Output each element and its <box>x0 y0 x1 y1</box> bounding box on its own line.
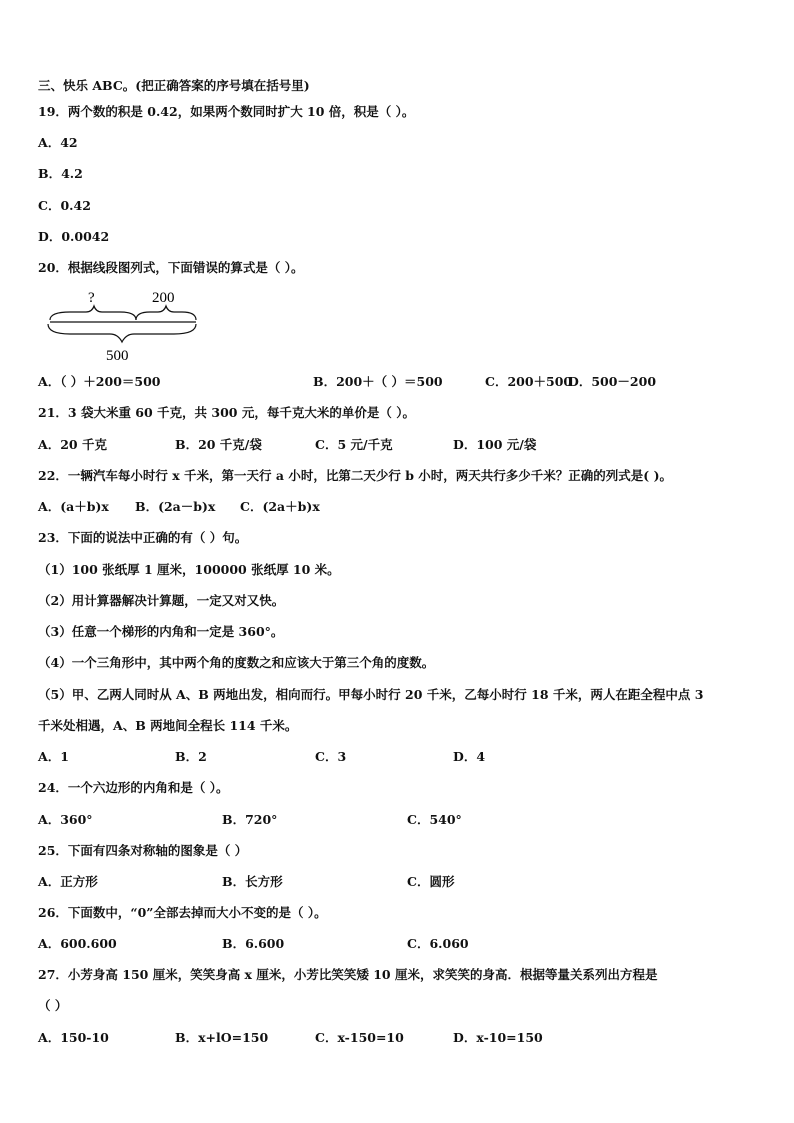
question-23-option-d: D．4 <box>453 749 486 764</box>
section-header: 三、快乐 ABC。(把正确答案的序号填在括号里) <box>38 78 310 93</box>
question-22-option-b: B．(2a－b)x <box>135 499 216 514</box>
question-22-stem: 22．一辆汽车每小时行 x 千米，第一天行 a 小时，比第二天少行 b 小时，两天共行多少千米？正确的列式是( )。 <box>38 468 672 483</box>
question-24-option-c: C．540° <box>407 812 462 827</box>
question-22-option-a: A．(a＋b)x <box>38 499 109 514</box>
question-27-option-d: D．x-10=150 <box>453 1030 543 1045</box>
question-27-option-a: A．150-10 <box>38 1030 109 1045</box>
question-22-option-c: C．(2a＋b)x <box>240 499 320 514</box>
question-23-statement-2: （2）用计算器解决计算题，一定又对又快。 <box>38 593 285 608</box>
question-21-option-a: A．20 千克 <box>38 437 107 452</box>
question-20-option-d: D．500－200 <box>568 374 657 389</box>
question-21-option-b: B．20 千克/袋 <box>175 437 262 452</box>
question-25-option-a: A．正方形 <box>38 874 98 889</box>
question-19-option-d: D．0.0042 <box>38 229 110 244</box>
line-segment-diagram-svg <box>40 286 210 366</box>
question-20-stem: 20．根据线段图列式，下面错误的算式是（ ）。 <box>38 260 304 275</box>
question-27-option-c: C．x-150=10 <box>315 1030 404 1045</box>
question-23-stem: 23．下面的说法中正确的有（ ）句。 <box>38 530 248 545</box>
question-21-option-d: D．100 元/袋 <box>453 437 537 452</box>
question-24-option-b: B．720° <box>222 812 278 827</box>
question-26-stem: 26．下面数中，“0”全部去掉而大小不变的是（ ）。 <box>38 905 327 920</box>
question-25-option-c: C．圆形 <box>407 874 455 889</box>
total-label: 500 <box>106 348 129 364</box>
unknown-label: ? <box>88 290 95 306</box>
question-24-option-a: A．360° <box>38 812 93 827</box>
question-23-option-a: A．1 <box>38 749 69 764</box>
question-19-option-a: A．42 <box>38 135 78 150</box>
question-21-option-c: C．5 元/千克 <box>315 437 393 452</box>
question-23-option-c: C．3 <box>315 749 347 764</box>
question-27-answer-blank: （ ） <box>38 998 68 1013</box>
question-23-statement-5-cont: 千米处相遇，A、B 两地间全程长 114 千米。 <box>38 718 298 733</box>
question-27-option-b: B．x+lO=150 <box>175 1030 269 1045</box>
question-24-stem: 24．一个六边形的内角和是（ ）。 <box>38 780 229 795</box>
question-20-option-a: A．（ ）＋200＝500 <box>38 374 161 389</box>
question-27-stem: 27．小芳身高 150 厘米，笑笑身高 x 厘米，小芳比笑笑矮 10 厘米，求笑笑的身高．根据等量关系列出方程是 <box>38 967 658 982</box>
question-19-stem: 19．两个数的积是 0.42，如果两个数同时扩大 10 倍，积是（ ）。 <box>38 104 415 119</box>
question-25-stem: 25．下面有四条对称轴的图象是（ ） <box>38 843 248 858</box>
part-label: 200 <box>152 290 175 306</box>
question-19-option-c: C．0.42 <box>38 198 91 213</box>
question-19-option-b: B．4.2 <box>38 166 83 181</box>
question-23-statement-4: （4）一个三角形中，其中两个角的度数之和应该大于第三个角的度数。 <box>38 655 435 670</box>
top-brace-right <box>136 306 196 320</box>
top-brace-left <box>50 306 136 320</box>
question-21-stem: 21．3 袋大米重 60 千克，共 300 元，每千克大米的单价是（ ）。 <box>38 405 415 420</box>
question-25-option-b: B．长方形 <box>222 874 283 889</box>
question-26-option-a: A．600.600 <box>38 936 117 951</box>
bottom-brace <box>48 324 196 342</box>
line-segment-diagram <box>40 286 210 366</box>
question-26-option-b: B．6.600 <box>222 936 285 951</box>
question-23-statement-3: （3）任意一个梯形的内角和一定是 360°。 <box>38 624 284 639</box>
question-23-statement-1: （1）100 张纸厚 1 厘米，100000 张纸厚 10 米。 <box>38 562 340 577</box>
question-26-option-c: C．6.060 <box>407 936 469 951</box>
question-20-option-c: C．200＋500 <box>485 374 573 389</box>
question-23-statement-5: （5）甲、乙两人同时从 A、B 两地出发，相向而行。甲每小时行 20 千米，乙每小时行 18 千米，两人在距全程中点 3 <box>38 687 704 702</box>
question-20-option-b: B．200＋（ ）＝500 <box>313 374 443 389</box>
question-23-option-b: B．2 <box>175 749 207 764</box>
